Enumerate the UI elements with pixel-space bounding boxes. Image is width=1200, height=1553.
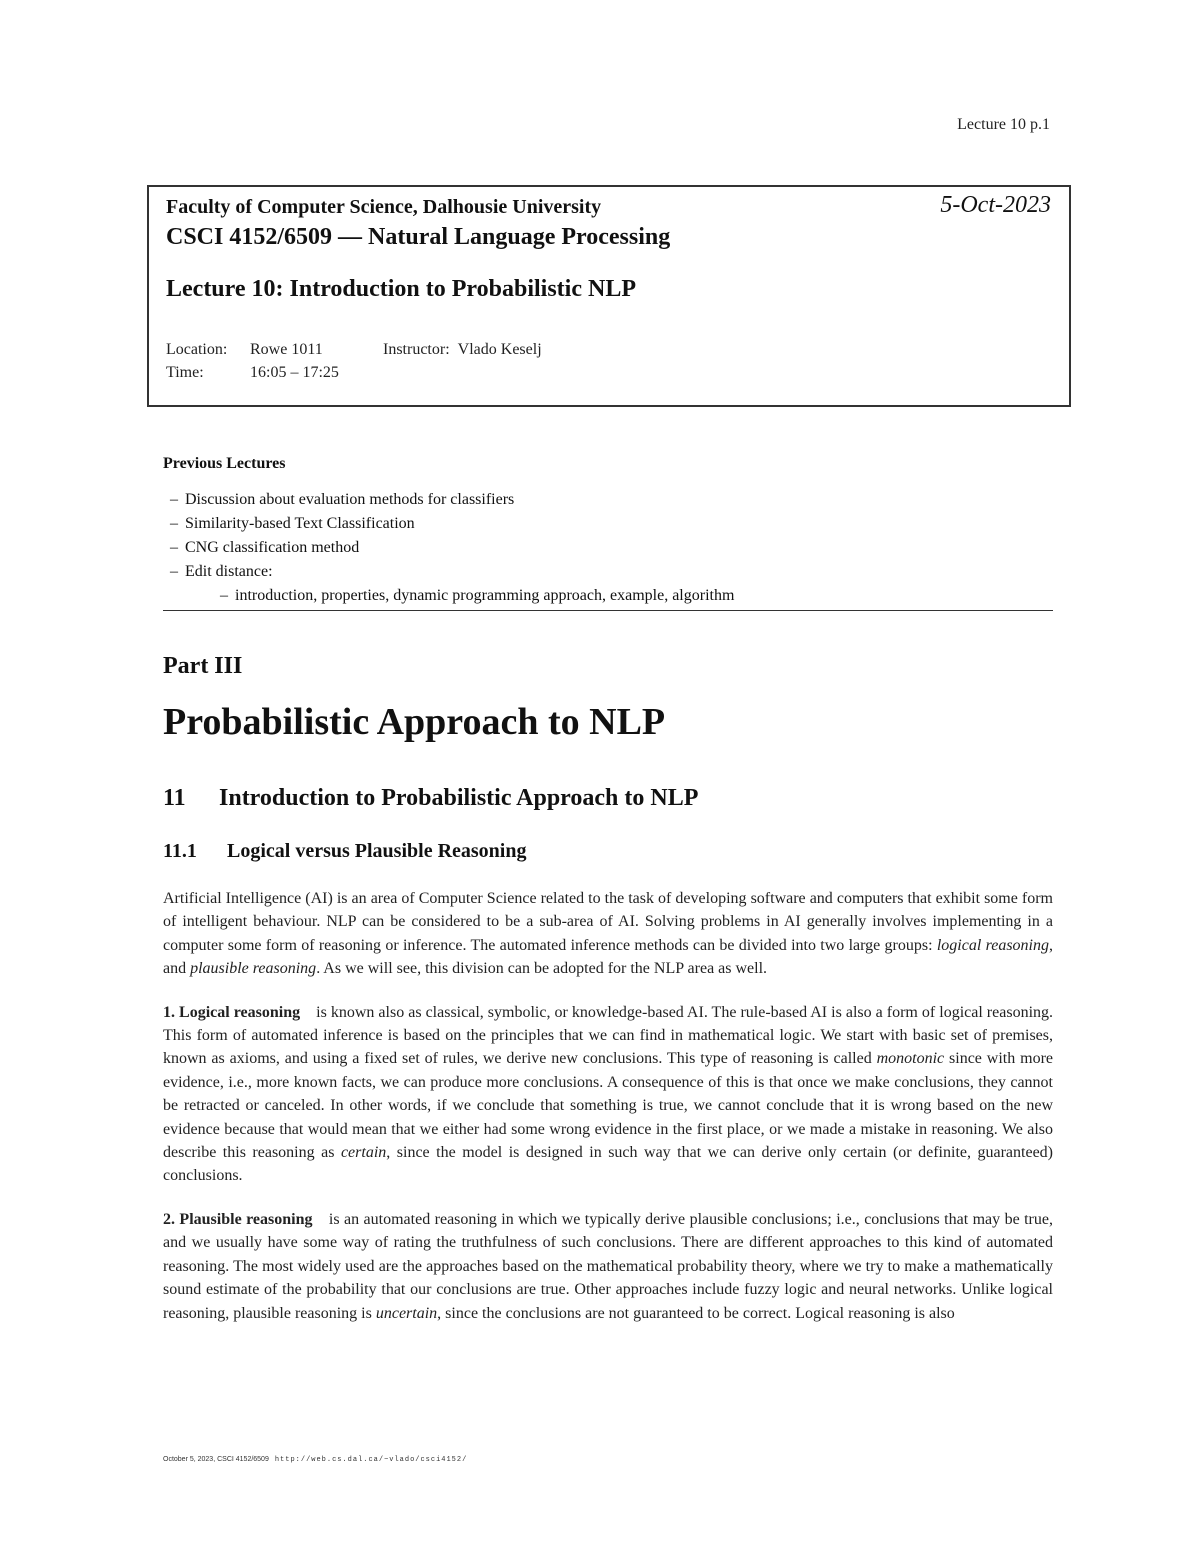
list-item-text: Similarity-based Text Classification	[185, 515, 415, 532]
list-sub-item	[163, 584, 1053, 608]
list-dash: –	[220, 587, 228, 604]
list-dash: –	[170, 563, 178, 580]
list-item-text: Edit distance:	[185, 563, 273, 580]
body-text	[163, 887, 1053, 1345]
paragraph-plausible-reasoning	[163, 1208, 1053, 1325]
emphasis-text: logical reasoning	[936, 936, 1050, 954]
paragraph-intro	[163, 887, 1053, 981]
list-dash: –	[170, 491, 178, 508]
text-run: , since the conclusions are not guaranteed to be correct. Logical reasoning is also	[437, 1304, 955, 1322]
emphasis-text: uncertain	[375, 1304, 438, 1322]
list-dash: –	[170, 539, 178, 556]
page-number: Lecture 10 p.1	[957, 116, 1050, 133]
text-run: since with more evidence, i.e., more known facts, we can produce more conclusions. A consequence of this is that once we make conclusions, they cannot be retracted or canceled. In other words, if we conclude that something is true, we cannot conclude that it is wrong based on the new evidence because that would mean that we either had some wrong evidence in the first place, or we made a mistake in reasoning. We also describe this reasoning as	[163, 1050, 1053, 1162]
text-run: is known also as classical, symbolic, or knowledge-based AI. The rule-based AI is also a form of logical reasoning. This form of automated inference is based on the principles that we can find in mathematical logic. We start with basic set of premises, known as axioms, and using a fixed set of rules, we derive new conclusions. This type of reasoning is called	[163, 1003, 1054, 1068]
subsection-heading	[163, 840, 526, 863]
lecture-title: Lecture 10: Introduction to Probabilistic NLP	[166, 276, 636, 302]
list-item	[163, 560, 1053, 584]
meta-row-time	[166, 361, 542, 384]
time-label: Time:	[166, 364, 204, 381]
footer-text: October 5, 2023, CSCI 4152/6509	[163, 1456, 269, 1463]
text-run: is an automated reasoning in which we typically derive plausible conclusions; i.e., conclusions that may be true, and we usually have some way of rating the truthfulness of such conclusions. There are different approaches to this kind of automated reasoning. The most widely used are the approaches based on the mathematical probability theory, where we try to make a mathematically sound estimate of the probability that our conclusions are true. Other approaches include fuzzy logic and neural networks. Unlike logical reasoning, plausible reasoning is	[163, 1210, 1053, 1322]
previous-lectures-list	[163, 488, 1053, 608]
location-value: Rowe 1011	[250, 341, 323, 358]
list-dash: –	[170, 515, 178, 532]
list-item-text: introduction, properties, dynamic programming approach, example, algorithm	[235, 587, 735, 604]
text-run: , since the model is designed in such way that we can derive only certain (or definite, guaranteed) conclusions.	[163, 1144, 1053, 1185]
time-value: 16:05 – 17:25	[250, 364, 339, 381]
emphasis-text: certain	[340, 1144, 387, 1162]
section-heading	[163, 785, 698, 812]
lecture-date: 5-Oct-2023	[940, 192, 1051, 218]
previous-lectures-title: Previous Lectures	[163, 455, 286, 472]
meta-row-location	[166, 338, 542, 361]
text-run: , and	[163, 936, 1054, 978]
paragraph-logical-reasoning	[163, 1001, 1053, 1188]
emphasis-text: monotonic	[876, 1050, 945, 1068]
faculty-name: Faculty of Computer Science, Dalhousie University	[166, 196, 602, 218]
page-footer	[163, 1456, 467, 1464]
part-title: Probabilistic Approach to NLP	[163, 701, 666, 743]
section-number: 11	[163, 785, 186, 811]
subsection-title: Logical versus Plausible Reasoning	[227, 840, 527, 862]
paragraph-lead: 2. Plausible reasoning	[163, 1210, 313, 1228]
course-title: CSCI 4152/6509 — Natural Language Processing	[166, 224, 671, 250]
lecture-header-box	[147, 185, 1071, 407]
horizontal-rule	[163, 610, 1053, 611]
part-label: Part III	[163, 653, 243, 679]
paragraph-lead: 1. Logical reasoning	[163, 1003, 301, 1021]
location-label: Location:	[166, 341, 228, 358]
section-title: Introduction to Probabilistic Approach to NLP	[219, 785, 699, 811]
instructor-value: Vlado Keselj	[457, 341, 542, 358]
emphasis-text: plausible reasoning	[190, 960, 317, 978]
list-item-text: Discussion about evaluation methods for classifiers	[185, 491, 515, 508]
text-run: Artificial Intelligence (AI) is an area of Computer Science related to the task of developing software and computers that exhibit some form of intelligent behaviour. NLP can be considered to be a sub-area of AI. Solving problems in AI generally involves implementing in a computer some form of reasoning or inference. The automated inference methods can be divided into two large groups:	[163, 890, 1053, 954]
lecture-meta	[166, 338, 542, 384]
list-item	[163, 536, 1053, 560]
subsection-number: 11.1	[163, 840, 197, 862]
list-item	[163, 488, 1053, 512]
instructor-label: Instructor:	[383, 341, 450, 358]
footer-url[interactable]: http://web.cs.dal.ca/~vlado/csci4152/	[274, 1456, 468, 1464]
list-item	[163, 512, 1053, 536]
text-run: . As we will see, this division can be adopted for the NLP area as well.	[316, 960, 768, 978]
list-item-text: CNG classification method	[185, 539, 360, 556]
previous-lectures	[163, 455, 1053, 608]
